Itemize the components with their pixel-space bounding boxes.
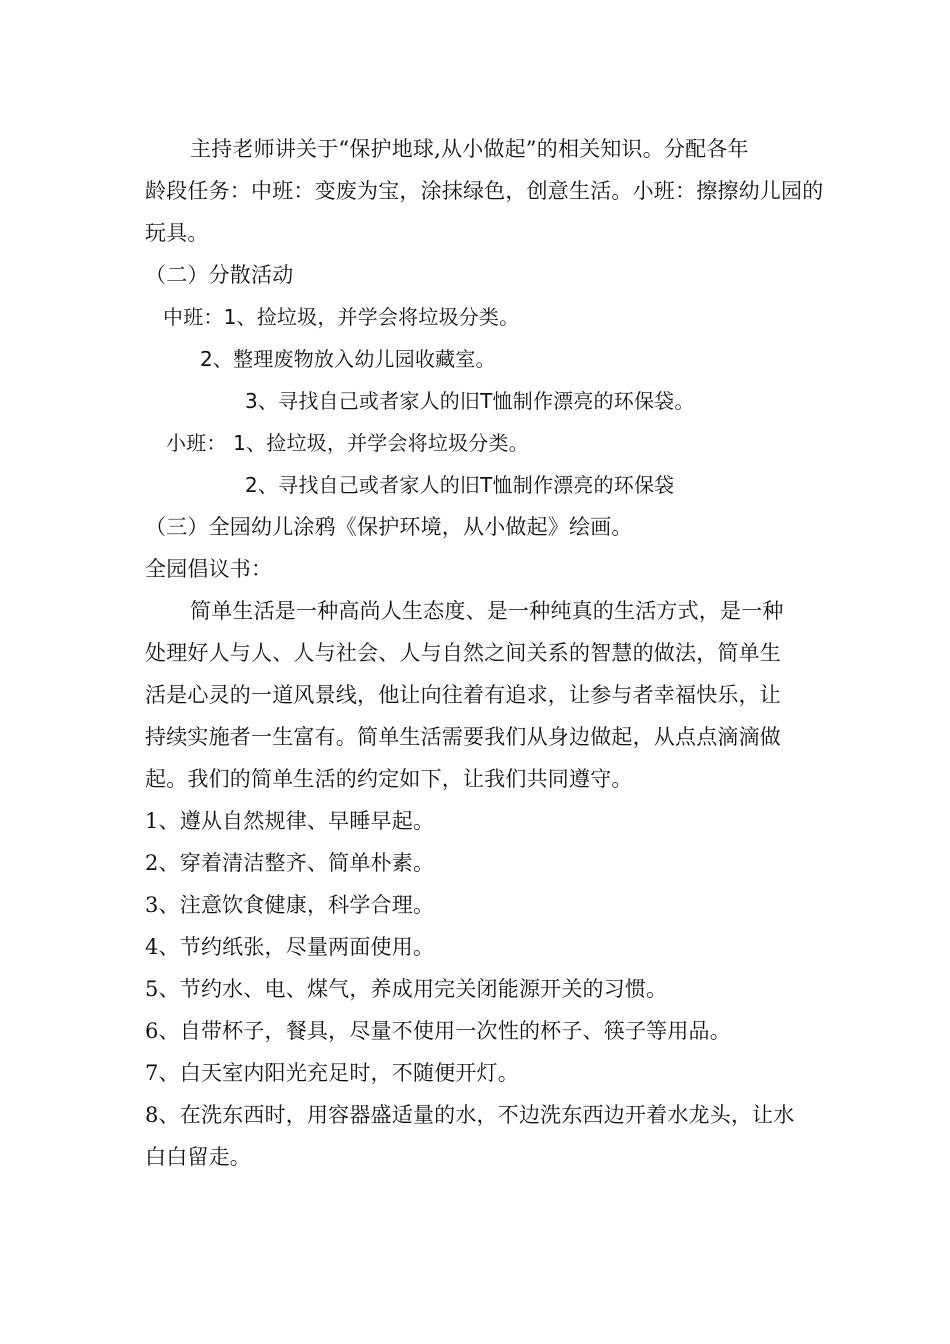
proposal-paragraph-line: 处理好人与人、人与社会、人与自然之间关系的智慧的做法，简单生 [145,641,781,665]
section-3-heading: （三）全园幼儿涂鸦《保护环境，从小做起》绘画。 [145,515,633,539]
rule-item-1: 1、遵从自然规律、早睡早起。 [145,809,435,833]
rule-item-7: 7、白天室内阳光充足时，不随便开灯。 [145,1061,519,1085]
proposal-paragraph-line: 简单生活是一种高尚人生态度、是一种纯真的生活方式，是一种 [190,599,784,623]
intro-line-3: 玩具。 [145,221,209,245]
middle-class-item-3: 3、寻找自己或者家人的旧T恤制作漂亮的环保袋。 [245,389,695,413]
rule-item-3: 3、注意饮食健康，科学合理。 [145,893,435,917]
rule-item-2: 2、穿着清洁整齐、简单朴素。 [145,851,435,875]
section-2-heading: （二）分散活动 [145,263,294,287]
intro-line-2: 龄段任务：中班：变废为宝，涂抹绿色，创意生活。小班：擦擦幼儿园的 [145,179,824,203]
rule-item-5: 5、节约水、电、煤气，养成用完关闭能源开关的习惯。 [145,977,668,1001]
rule-item-8: 8、在洗东西时，用容器盛适量的水，不边洗东西边开着水龙头，让水 [145,1103,795,1127]
intro-line-1: 主持老师讲关于“保护地球,从小做起”的相关知识。分配各年 [190,137,749,161]
small-class-item-1: 小班： 1、捡垃圾，并学会将垃圾分类。 [166,431,529,455]
small-class-item-2: 2、寻找自己或者家人的旧T恤制作漂亮的环保袋 [245,473,675,497]
rule-item-6: 6、自带杯子，餐具，尽量不使用一次性的杯子、筷子等用品。 [145,1019,731,1043]
proposal-title: 全园倡议书： [145,557,273,581]
rule-item-4: 4、节约纸张，尽量两面使用。 [145,935,435,959]
proposal-paragraph-line: 起。我们的简单生活的约定如下，让我们共同遵守。 [145,767,633,791]
proposal-paragraph-line: 活是心灵的一道风景线，他让向往着有追求，让参与者幸福快乐，让 [145,683,781,707]
middle-class-item-2: 2、整理废物放入幼儿园收藏室。 [200,347,496,371]
proposal-paragraph-line: 持续实施者一生富有。简单生活需要我们从身边做起，从点点滴滴做 [145,725,781,749]
middle-class-item-1: 中班：1、捡垃圾，并学会将垃圾分类。 [163,305,520,329]
rule-item-8-continued: 白白留走。 [145,1145,251,1169]
